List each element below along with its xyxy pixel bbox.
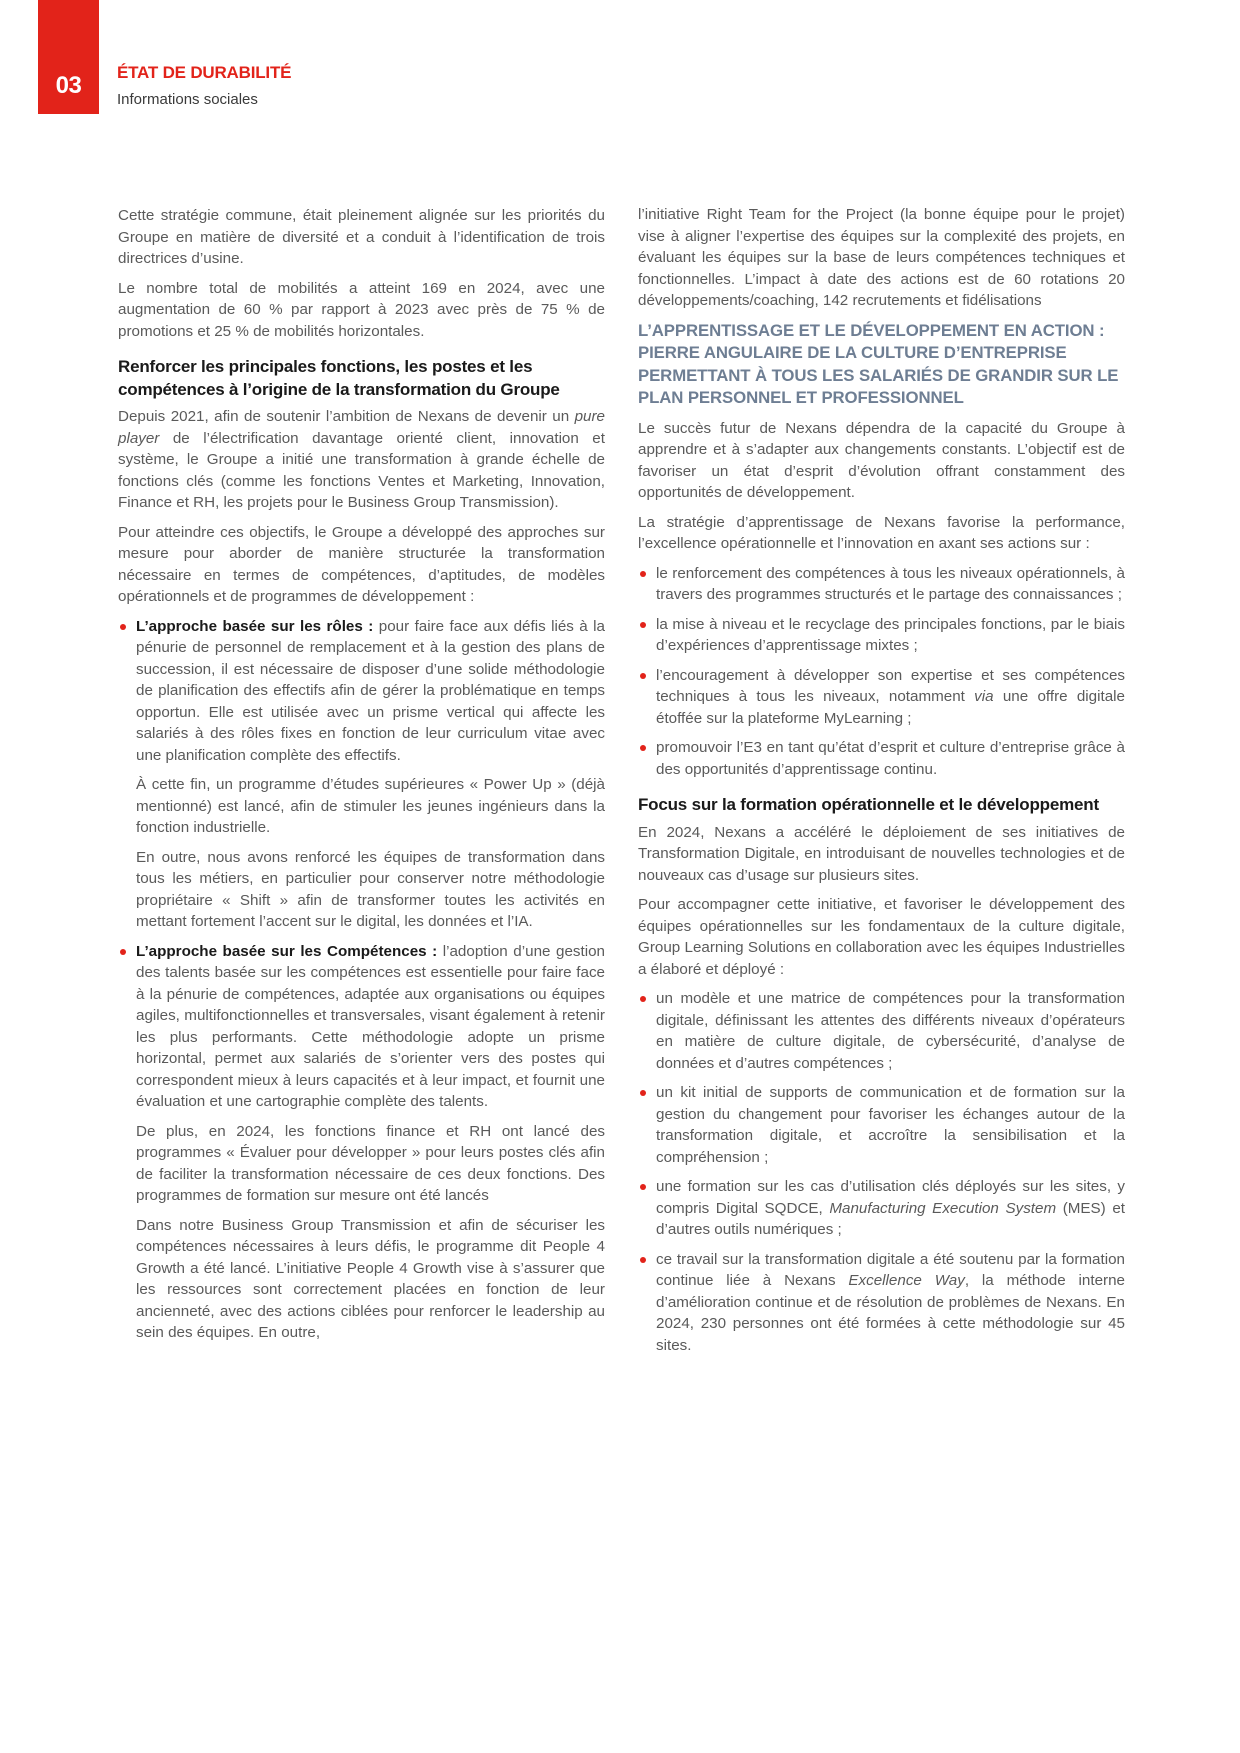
list-item: promouvoir l’E3 en tant qu’état d’esprit et culture d’entreprise grâce à des opportunités d’apprentissage continu. [638,737,1125,780]
approach-list [118,616,605,767]
subheading-focus: Focus sur la formation opérationnelle et le développement [638,795,1099,814]
paragraph: Dans notre Business Group Transmission et afin de sécuriser les compétences nécessaires à leurs défis, le programme dit People 4 Growth a été lancé. L’initiative People 4 Growth vise à s’assurer que les ressources sont correctement placées en fonction de leur ancienneté, avec des actions ciblées pour renforcer le leadership au sein des équipes. En outre, [136,1216,605,1341]
list-item: L’approche basée sur les Compétences : l’adoption d’une gestion des talents basée sur les compétences est essentielle pour faire face à la pénurie de compétences, adaptée aux organisations ou équipes agiles, multifonctionnelles et transversales, visant également à retenir les plus performants. Cette méthodologie adopte un prisme horizontal, permet aux salariés de s’orienter vers des postes qui correspondent mieux à leurs capacités et à leur impact, et fournit une évaluation et une cartographie complète des talents. [118,941,605,1113]
section-subtitle: Informations sociales [117,91,258,108]
paragraph: Cette stratégie commune, était pleinement alignée sur les priorités du Groupe en matière de diversité et a conduit à l’identification de trois directrices d’usine. [118,207,605,267]
paragraph: Pour accompagner cette initiative, et favoriser le développement des équipes opérationnelles sur les fondamentaux de la culture digitale, Group Learning Solutions en collaboration avec les équipes Industrielles a élaboré et déployé : [638,896,1125,978]
section-title: ÉTAT DE DURABILITÉ [117,63,292,82]
digital-list [638,988,1125,1356]
paragraph: Le succès futur de Nexans dépendra de la capacité du Groupe à apprendre et à s’adapter aux changements constants. L’objectif est de favoriser un état d’esprit d’évolution offrant constamment des opportunités de développement. [638,419,1125,501]
list-item: le renforcement des compétences à tous les niveaux opérationnels, à travers des programmes structurés et le partage des connaissances ; [638,563,1125,606]
learning-actions-list [638,563,1125,781]
paragraph: La stratégie d’apprentissage de Nexans favorise la performance, l’excellence opérationnelle et l’innovation en axant ses actions sur : [638,513,1125,552]
right-column [638,204,1125,1364]
list-item: ce travail sur la transformation digitale a été soutenu par la formation continue liée à Nexans Excellence Way, la méthode interne d’amélioration continue et de résolution de problèmes de Nexans. En 2024, 230 personnes ont été formées à cette méthodologie sur 45 sites. [638,1249,1125,1357]
paragraph: De plus, en 2024, les fonctions finance et RH ont lancé des programmes « Évaluer pour développer » pour leurs postes clés afin de faciliter la transformation nécessaire de ces deux fonctions. Des programmes de formation sur mesure ont été lancés [136,1122,605,1204]
section-heading-apprentissage: L’APPRENTISSAGE ET LE DÉVELOPPEMENT EN ACTION : PIERRE ANGULAIRE DE LA CULTURE D’ENTREPRISE PERMETTANT À TOUS LES SALARIÉS DE GRANDIR SUR LE PLAN PERSONNEL ET PROFESSIONNEL [638,320,1119,407]
list-item: L’approche basée sur les rôles : pour faire face aux défis liés à la pénurie de personnel de remplacement et à la gestion des plans de succession, il est nécessaire de disposer d’une solide méthodologie de planification des effectifs afin de gérer la problématique en temps opportun. Elle est utilisée avec un prisme vertical qui affecte les salariés à des rôles fixes en fonction de leur curriculum vitae avec une planification complète des effectifs. [118,616,605,767]
paragraph: Depuis 2021, afin de soutenir l’ambition de Nexans de devenir un pure player de l’électrification davantage orienté client, innovation et système, le Groupe a initié une transformation à grande échelle de fonctions clés (comme les fonctions Ventes et Marketing, Innovation, Finance et RH, les projets pour le Business Group Transmission). [118,408,605,511]
paragraph: Pour atteindre ces objectifs, le Groupe a développé des approches sur mesure pour aborder de manière structurée la transformation nécessaire en termes de compétences, d’aptitudes, de modèles opérationnels et de programmes de développement : [118,523,605,605]
list-item: l’encouragement à développer son expertise et ses compétences techniques à tous les niveaux, notamment via une offre digitale étoffée sur la plateforme MyLearning ; [638,665,1125,730]
paragraph: Le nombre total de mobilités a atteint 169 en 2024, avec une augmentation de 60 % par rapport à 2023 avec près de 75 % de promotions et 25 % de mobilités horizontales. [118,279,605,340]
paragraph: À cette fin, un programme d’études supérieures « Power Up » (déjà mentionné) est lancé, afin de stimuler les jeunes ingénieurs dans la fonction industrielle. [136,776,605,836]
list-item: une formation sur les cas d’utilisation clés déployés sur les sites, y compris Digital SQDCE, Manufacturing Execution System (MES) et d’autres outils numériques ; [638,1176,1125,1241]
list-item: la mise à niveau et le recyclage des principales fonctions, par le biais d’expériences d’apprentissage mixtes ; [638,614,1125,657]
paragraph: En 2024, Nexans a accéléré le déploiement de ses initiatives de Transformation Digitale, en introduisant de nouvelles technologies et de nouveaux cas d’usage sur plusieurs sites. [638,823,1125,884]
list-item: un modèle et une matrice de compétences pour la transformation digitale, définissant les attentes des différents niveaux d’opérateurs en matière de culture digitale, de cybersécurité, d’analyse de données et d’autres compétences ; [638,988,1125,1074]
approach-list [118,941,605,1113]
paragraph: l’initiative Right Team for the Project (la bonne équipe pour le projet) vise à aligner l’expertise des équipes sur la complexité des projets, en évaluant les équipes sur la base de leurs compétences techniques et fonctionnelles. L’impact à date des actions est de 60 rotations 20 développements/coaching, 142 recrutements et fidélisations [638,206,1125,309]
subheading-transformation: Renforcer les principales fonctions, les postes et les compétences à l’origine de la transformation du Groupe [118,357,560,399]
chapter-tab [38,0,99,114]
left-column [118,205,605,1352]
chapter-number: 03 [55,72,82,99]
paragraph: En outre, nous avons renforcé les équipes de transformation dans tous les métiers, en particulier pour conserver notre méthodologie propriétaire « Shift » afin de transformer toutes les activités en mettant fortement l’accent sur le digital, les données et l’IA. [136,848,605,930]
list-item: un kit initial de supports de communication et de formation sur la gestion du changement pour favoriser les échanges autour de la transformation digitale, et accroître la sensibilisation et la compréhension ; [638,1082,1125,1168]
